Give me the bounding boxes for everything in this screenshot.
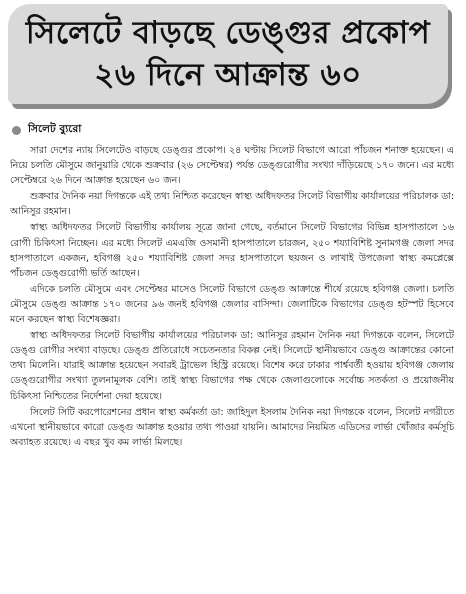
paragraph-6: সিলেট সিটি করপোরেশনের প্রধান স্বাস্থ্য কর্মকর্তা ডা: জাহিদুল ইসলাম দৈনিক নয়া দিগন্তকে বলেন, সিলেট নগরীতে এখনো স্থানীয়ভাবে কারো ডেঙ্গু আক্রান্ত হওয়ার তথ্য পাওয়া যায়নি। আমাদের নিয়মিত এডিসের লার্ভা খোঁজার কর্মসূচি অব্যাহত রয়েছে। এ বছর খুব কম লার্ভা মিলছে। [10,406,454,448]
article-body [10,143,454,451]
byline [12,122,81,139]
byline-text: সিলেট ব্যুরো [28,123,82,135]
paragraph-4: এদিকে চলতি মৌসুমে এবং সেপ্টেম্বর মাসেও সিলেট বিভাগে ডেঙ্গু আক্রান্তে শীর্ষে রয়েছে হবিগঞ্জ জেলা। চলতি মৌসুমে ডেঙ্গু আক্রান্ত ১৭০ জনের ৯৬ জনই হবিগঞ্জ জেলার বাসিন্দা। জেলাটিকে বিভাগের ডেঙ্গু হটস্পট হিসেবে মনে করছেন স্বাস্থ্য বিশেষজ্ঞরা। [10,283,454,326]
headline-line-1: সিলেটে বাড়ছে ডেঙ্গুর প্রকোপ [25,15,431,51]
headline-banner [8,4,448,104]
paragraph-5: স্বাস্থ্য অধিদফতর সিলেট বিভাগীয় কার্যালয়ের পরিচালক ডা: আনিসুর রহমান দৈনিক নয়া দিগন্তকে বলেন, সিলেটে ডেঙ্গু রোগীর সংখ্যা বাড়ছে। ডেঙ্গু প্রতিরোধে সচেতনতার বিকল্প নেই। সিলেটে স্থানীয়ভাবে ডেঙ্গু আক্রান্তের কোনো তথ্য মিলেনি। যারাই আক্রান্ত হয়েছেন সবারই ট্রাভেল হিস্ট্রি রয়েছে। বিশেষ করে ঢাকার পার্শ্ববর্তী হওয়ায় হবিগঞ্জ জেলায় ডেঙ্গুরোগীর সংখ্যা তুলনামূলক বেশি। তাই স্বাস্থ্য বিভাগের পক্ষ থেকে জেলাগুলোকে সর্বোচ্চ সতর্কতা ও প্রয়োজনীয় চিকিৎসা নিশ্চিতের নির্দেশনা দেয়া হয়েছে। [10,330,454,402]
paragraph-2: শুক্রবার দৈনিক নয়া দিগন্তকে এই তথ্য নিশ্চিত করেছেন স্বাস্থ্য অধিদফতর সিলেট বিভাগীয় কার্যালয়ের পরিচালক ডা: আনিসুর রহমান। [10,191,454,218]
paragraph-3: স্বাস্থ্য অধিদফতর সিলেট বিভাগীয় কার্যালয় সূত্রে জানা গেছে, বর্তমানে সিলেট বিভাগের বিভিন্ন হাসপাতালে ১৬ রোগী চিকিৎসা নিচ্ছেন। এর মধ্যে সিলেট এমএজি ওসমানী হাসপাতালে চারজন, ২৫০ শয্যাবিশিষ্ট সুনামগঞ্জ জেলা সদর হাসপাতালে একজন, হবিগঞ্জ ২৫০ শয্যাবিশিষ্ট জেলা সদর হাসপাতালে ছয়জন ও লাখাই উপজেলা স্বাস্থ্য কমপ্লেক্সে পাঁচজন ডেঙ্গুরোগী ভর্তি আছেন। [10,222,454,279]
headline-line-2: ২৬ দিনে আক্রান্ত ৬০ [94,57,362,93]
bullet-icon [12,126,21,135]
paragraph-1: সারা দেশের ন্যায় সিলেটেও বাড়ছে ডেঙ্গুর প্রকোপ। ২৪ ঘণ্টায় সিলেট বিভাগে আরো পাঁচজন শনাক্ত হয়েছেন। এ নিয়ে চলতি মৌসুমে জানুয়ারি থেকে শুক্রবার (২৬ সেপ্টেম্বর) পর্যন্ত ডেঙ্গুরোগীর সংখ্যা দাঁড়িয়েছে ১৭০ জনে। এর মধ্যে সেপ্টেম্বরে ২৬ দিনে আক্রান্ত হয়েছেন ৬০ জন। [10,145,454,187]
